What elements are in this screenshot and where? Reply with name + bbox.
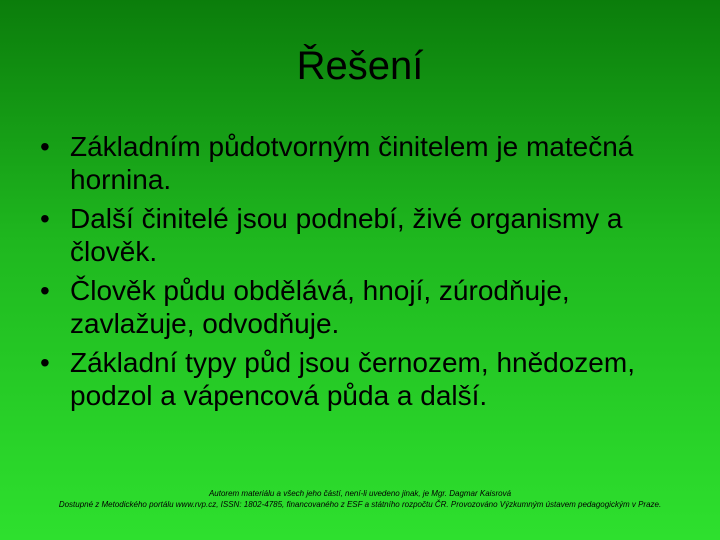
bullet-icon: • [40, 131, 50, 162]
bullet-text: Základním půdotvorným činitelem je matečná hornina. [70, 131, 634, 195]
bullet-list [40, 130, 700, 418]
bullet-text: Další činitelé jsou podnebí, živé organismy a člověk. [70, 203, 623, 267]
bullet-icon: • [40, 275, 50, 306]
bullet-item [40, 346, 700, 412]
bullet-text: Základní typy půd jsou černozem, hnědozem, podzol a vápencová půda a další. [70, 347, 635, 411]
bullet-item [40, 274, 700, 340]
bullet-icon: • [40, 203, 50, 234]
footer-source: Dostupné z Metodického portálu www.rvp.cz, ISSN: 1802-4785, financovaného z ESF a státního rozpočtu ČR. Provozováno Výzkumným ústavem pedagogickým v Praze. [58, 500, 662, 509]
bullet-item [40, 130, 700, 196]
bullet-icon: • [40, 347, 50, 378]
footer-author: Autorem materiálu a všech jeho částí, není-li uvedeno jinak, je Mgr. Dagmar Kaisrová [208, 489, 512, 498]
bullet-item [40, 202, 700, 268]
footer-credits [20, 488, 700, 510]
slide-title: Řešení [296, 44, 424, 88]
bullet-text: Člověk půdu obdělává, hnojí, zúrodňuje, zavlažuje, odvodňuje. [70, 275, 570, 339]
